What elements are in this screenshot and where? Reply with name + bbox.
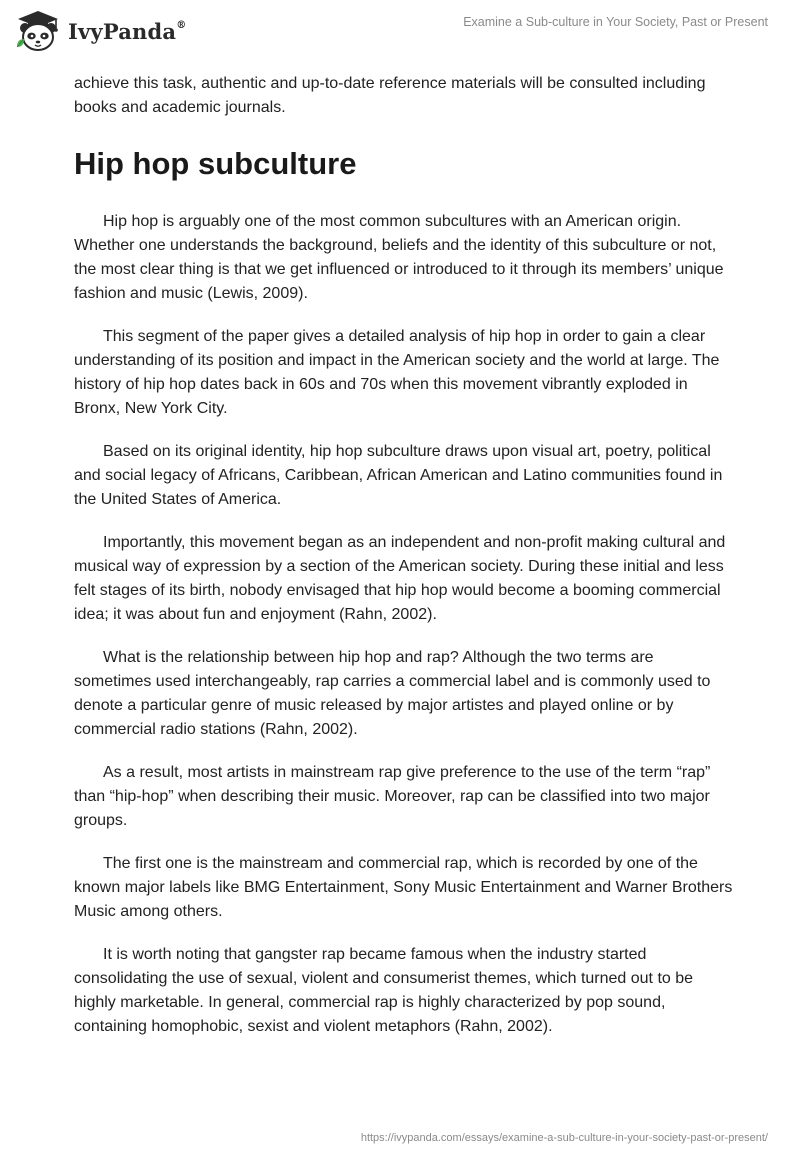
paragraph: Based on its original identity, hip hop subculture draws upon visual art, poetry, political and social legacy of Africans, Caribbean, African American and Latino communities found in the United States of America.: [74, 443, 723, 508]
paragraph: The first one is the mainstream and commercial rap, which is recorded by one of the known major labels like BMG Entertainment, Sony Music Entertainment and Warner Brothers Music among others.: [74, 855, 733, 920]
lead-paragraph: achieve this task, authentic and up-to-date reference materials will be consulted including books and academic journals.: [74, 75, 706, 116]
source-url[interactable]: https://ivypanda.com/essays/examine-a-sub-culture-in-your-society-past-or-present/: [360, 1132, 768, 1144]
panda-graduate-icon: [14, 9, 62, 53]
paragraph: It is worth noting that gangster rap became famous when the industry started consolidating the use of sexual, violent and consumerist themes, which turned out to be highly marketable. In general, commercial rap is highly characterized by pop sound, containing homophobic, sexist and violent metaphors (Rahn, 2002).: [74, 946, 694, 1035]
paragraph: Importantly, this movement began as an independent and non-profit making cultural and musical way of expression by a section of the American society. During these initial and less felt stages of its birth, nobody envisaged that hip hop would become a booming commercial idea; it was about fun and enjoyment (Rahn, 2002).: [74, 534, 726, 623]
section-heading: Hip hop subculture: [74, 146, 357, 181]
paragraph: As a result, most artists in mainstream rap give preference to the use of the term “rap” than “hip-hop” when describing their music. Moreover, rap can be classified into two major groups.: [74, 764, 711, 829]
brand-name: IvyPanda®: [68, 18, 187, 44]
page-header: [0, 0, 800, 70]
paragraph: Hip hop is arguably one of the most common subcultures with an American origin. Whether one understands the background, beliefs and the identity of this subculture or not, the most clear thing is that we get influenced or introduced to it through its members’ unique fashion and music (Lewis, 2009).: [74, 213, 724, 302]
document-title: Examine a Sub-culture in Your Society, Past or Present: [463, 15, 768, 29]
registered-mark: ®: [176, 19, 187, 31]
ivypanda-logo[interactable]: [14, 9, 194, 53]
paragraph: What is the relationship between hip hop and rap? Although the two terms are sometimes used interchangeably, rap carries a commercial label and is commonly used to denote a particular genre of music released by major artistes and played online or by commercial radio stations (Rahn, 2002).: [74, 649, 711, 738]
article-body: [74, 72, 734, 1058]
paragraph: This segment of the paper gives a detailed analysis of hip hop in order to gain a clear understanding of its position and impact in the American society and the world at large. The history of hip hop dates back in 60s and 70s when this movement vibrantly exploded in Bronx, New York City.: [74, 328, 720, 417]
